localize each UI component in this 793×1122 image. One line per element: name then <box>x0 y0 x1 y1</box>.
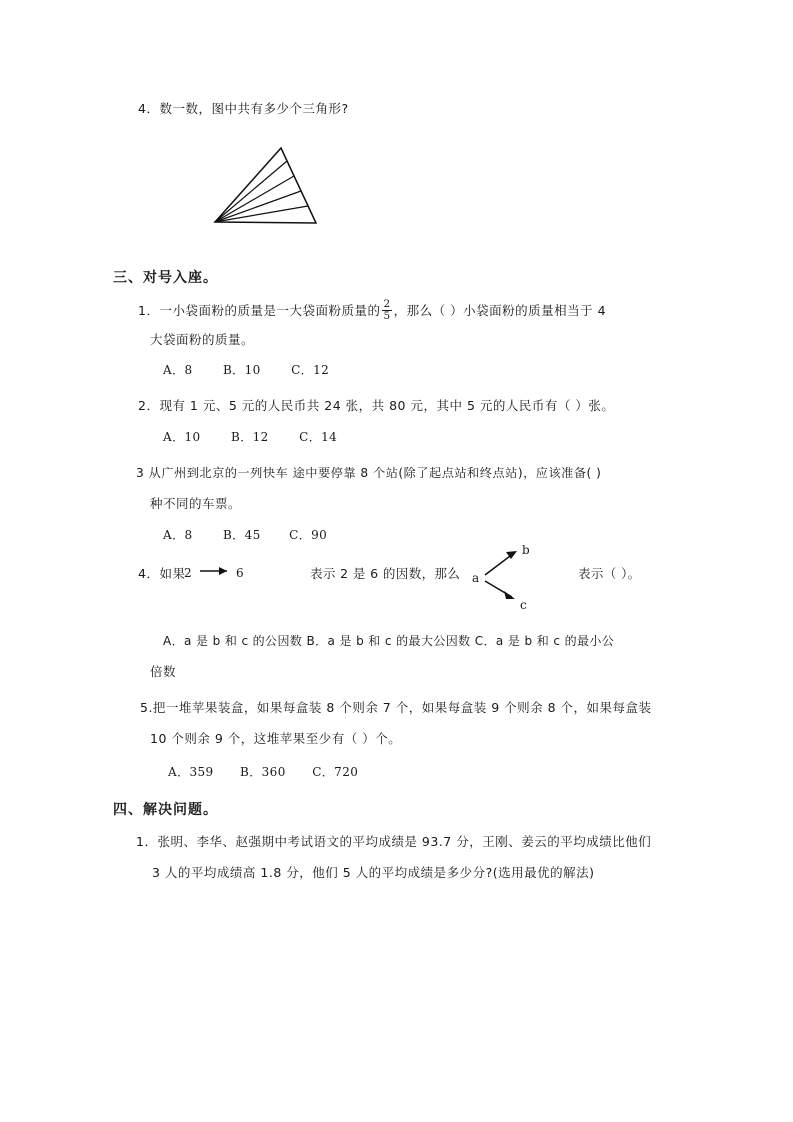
svg-text:c: c <box>520 598 527 611</box>
question-3-5-line2: 10 个则余 9 个，这堆苹果至少有（ ）个。 <box>150 731 402 746</box>
triangle-fan-figure <box>203 142 328 234</box>
question-3-2-options <box>163 427 337 447</box>
question-3-4-part2: 表示 2 是 6 的因数，那么 <box>310 566 461 581</box>
option-a: A．8 <box>163 363 193 377</box>
svg-text:b: b <box>522 543 530 557</box>
option-b: B．10 <box>222 363 261 377</box>
factor-arrow-figure <box>182 558 302 584</box>
options-text: A．a 是 b 和 c 的公因数 B．a 是 b 和 c 的最大公因数 C．a 是 b 和 c 的最小公 <box>163 634 615 648</box>
option-b: B．360 <box>240 765 286 779</box>
question-3-5-options <box>168 762 358 782</box>
option-a: A．8 <box>163 528 193 542</box>
question-3-3-line2: 种不同的车票。 <box>150 496 242 511</box>
question-3-2-line1: 2．现有 1 元、5 元的人民币共 24 张，共 80 元，其中 5 元的人民币有（ ）张。 <box>138 398 615 413</box>
question-4-1-line1: 1．张明、李华、赵强期中考试语文的平均成绩是 93.7 分，王刚、姜云的平均成绩比他们 <box>136 834 652 849</box>
question-3-3-options <box>163 525 327 545</box>
section-four-heading: 四、解决问题。 <box>113 802 218 818</box>
option-c: C．12 <box>291 363 330 377</box>
question-count-triangles: 4．数一数，图中共有多少个三角形? <box>138 101 349 116</box>
question-3-4-part3: 表示（ ）。 <box>578 566 641 581</box>
question-3-4-options-line1 <box>163 631 614 651</box>
question-3-1-options <box>163 360 329 380</box>
q1-text-after-fraction: ，那么（ ）小袋面粉的质量相当于 4 <box>393 302 607 318</box>
abc-arrow-diagram <box>470 543 570 611</box>
fraction-numerator: 2 <box>383 298 391 310</box>
svg-text:6: 6 <box>236 566 244 580</box>
fraction-denominator: 5 <box>383 309 391 322</box>
question-3-4-options-line2: 倍数 <box>150 664 177 679</box>
fraction-two-fifths <box>382 299 391 321</box>
option-a: A．359 <box>168 765 214 779</box>
option-c: C．90 <box>289 528 328 542</box>
option-b: B．45 <box>222 528 261 542</box>
svg-text:2: 2 <box>184 566 192 580</box>
question-3-4-part1: 4．如果 <box>138 566 186 581</box>
question-3-5-line1: 5.把一堆苹果装盒，如果每盒装 8 个则余 7 个，如果每盒装 9 个则余 8 个，如果每盒装 <box>140 700 652 715</box>
option-c: C．720 <box>312 765 359 779</box>
question-3-3-line1: 3 从广州到北京的一列快车 途中要停靠 8 个站(除了起点站和终点站)，应该准备( ) <box>136 466 602 480</box>
question-3-1-line2: 大袋面粉的质量。 <box>150 332 255 347</box>
option-c: C．14 <box>299 430 338 444</box>
option-a: A．10 <box>163 430 201 444</box>
q1-text-before-fraction: 1．一小袋面粉的质量是一大袋面粉质量的 <box>138 302 381 318</box>
svg-text:a: a <box>472 571 480 585</box>
option-b: B．12 <box>230 430 269 444</box>
section-three-heading: 三、对号入座。 <box>113 270 218 286</box>
question-3-1-line1 <box>138 300 606 322</box>
question-4-1-line2: 3 人的平均成绩高 1.8 分，他们 5 人的平均成绩是多少分?(选用最优的解法) <box>152 865 595 880</box>
